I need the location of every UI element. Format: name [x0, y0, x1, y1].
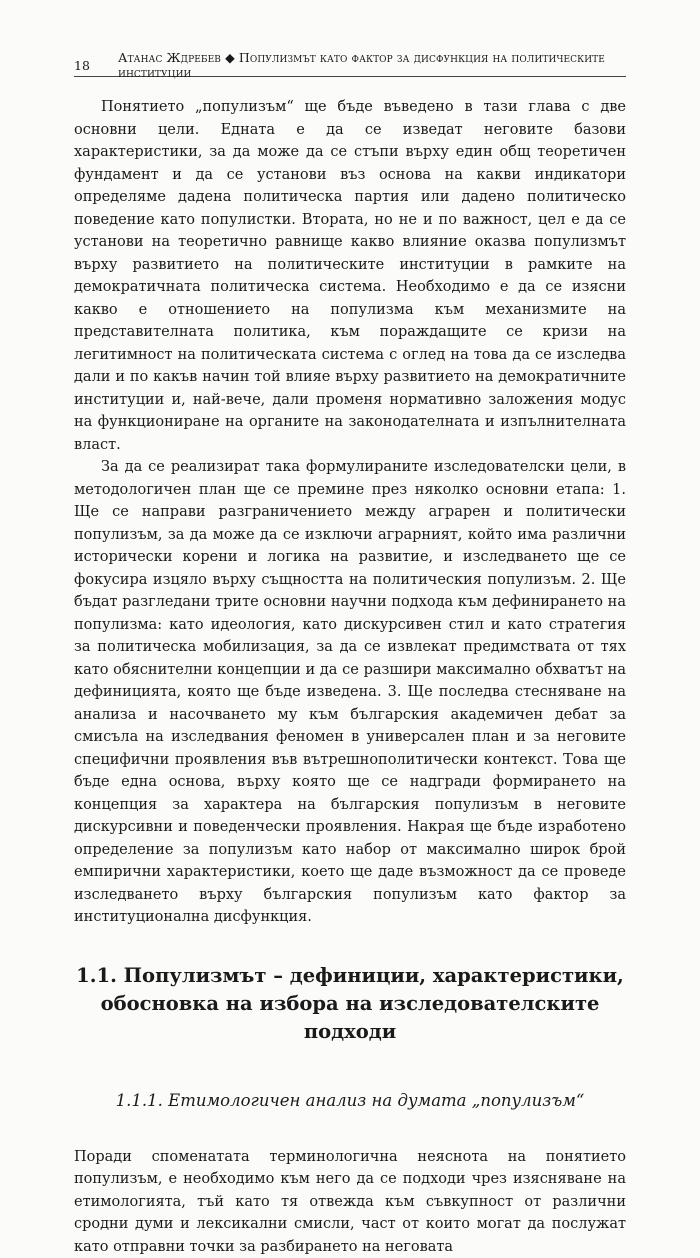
running-header: [74, 54, 626, 77]
running-title: Атанас Ждребев ◆ Популизмът като фактор за дисфункция на политическите институции: [118, 50, 626, 80]
section-heading: 1.1. Популизмът – дефиниции, характеристики, обосновка на избора на изследователските подходи: [74, 962, 626, 1046]
paragraph-method: За да се реализират така формулираните изследователски цели, в методологичен план ще се премине през няколко основни етапа: 1. Ще се направи разграничението между аграрен и политически популизъм, за да може да се изключи аграрният, който има различни исторически корени и логика на развитие, и изследването ще се фокусира изцяло върху същността на политическия популизъм. 2. Ще бъдат разгледани трите основни научни подхода към дефинирането на популизма: като идеология, като дискурсивен стил и като стратегия за политическа мобилизация, за да се извлекат предимствата от тях като обяснителни концепции и да се разшири максимално обхватът на дефиницията, която ще бъде изведена. 3. Ще последва стесняване на анализа и насочването му към българския академичен дебат за смисъла на изследвания феномен в универсален план и за неговите специфични проявления във вътрешнополитически контекст. Това ще бъде една основа, върху която ще се надгради формирането на концепция за характера на българския популизъм в неговите дискурсивни и поведенчески проявления. Накрая ще бъде изработено определение за популизъм като набор от максимално широк брой емпирични характеристики, което ще даде възможност да се проведе изследването върху българския популизъм като фактор за институционална дисфункция.: [74, 456, 626, 929]
subsection-heading: 1.1.1. Етимологичен анализ на думата „популизъм“: [74, 1089, 626, 1113]
page-number: 18: [74, 58, 118, 73]
paragraph-etymology: Поради споменатата терминологична неяснота на понятието популизъм, е необходимо към него да се подходи чрез изясняване на етимологията, тъй като тя отвежда към съвкупност от различни сродни думи и лексикални смисли, част от които могат да послужат като отправни точки за разбирането на неговата: [74, 1146, 626, 1258]
paragraph-intro: Понятието „популизъм“ ще бъде въведено в тази глава с две основни цели. Едната е да се изведат неговите базови характеристики, за да може да се стъпи върху един общ теоретичен фундамент и да се установи въз основа на какви индикатори определяме дадена политическа партия или дадено политическо поведение като популистки. Втората, но не и по важност, цел е да се установи на теоретично равнище какво влияние оказва популизмът върху развитието на политическите институции в рамките на демократичната политическа система. Необходимо е да се изясни какво е отношението на популизма към механизмите на представителната политика, към пораждащите се кризи на легитимност на политическата система с оглед на това да се изследва дали и по какъв начин той влияе върху развитието на демократичните институции и, най-вече, дали променя нормативно заложения модус на функциониране на органите на законодателната и изпълнителната власт.: [74, 96, 626, 456]
page-body: [74, 96, 626, 1258]
